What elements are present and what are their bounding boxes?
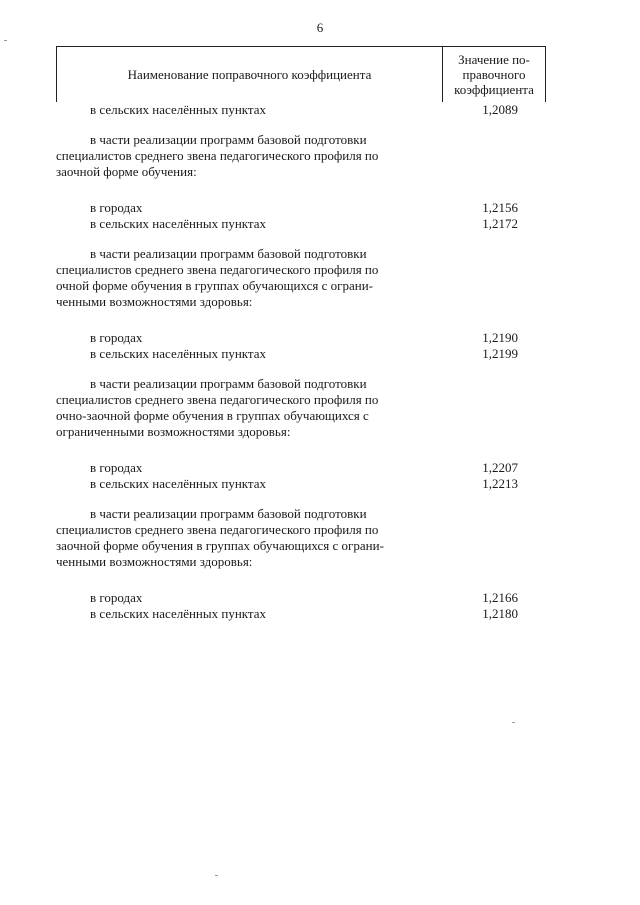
coefficient-row [56,460,546,476]
row-label: в сельских населённых пунктах [90,346,267,361]
column-header-value-line: коэффициента [454,82,534,97]
column-header-value [443,52,545,97]
scan-speck [4,40,7,41]
row-value: 1,2089 [482,102,518,117]
description-line: ограниченными возможностями здоровья: [56,424,291,439]
coefficient-row [56,476,546,492]
row-label: в городах [90,590,143,605]
row-label: в сельских населённых пунктах [90,216,267,231]
column-header-value-line: Значение по- [458,52,530,67]
row-value: 1,2199 [482,346,518,361]
section-description [56,246,444,310]
scan-speck [512,722,515,723]
scan-speck [215,875,218,876]
coefficient-row [56,606,546,622]
row-label: в сельских населённых пунктах [90,102,267,117]
section-description [56,132,444,180]
row-label: в сельских населённых пунктах [90,476,267,491]
description-line: в части реализации программ базовой подготовки [90,506,367,521]
coefficient-row [56,330,546,346]
column-header-name: Наименование поправочного коэффициента [127,67,372,82]
row-value: 1,2156 [482,200,518,215]
description-line: специалистов среднего звена педагогического профиля по [56,262,379,277]
description-line: очно-заочной форме обучения в группах обучающихся с [56,408,369,423]
row-label: в сельских населённых пунктах [90,606,267,621]
row-label: в городах [90,460,143,475]
description-line: очной форме обучения в группах обучающихся с ограни- [56,278,373,293]
coefficient-list [56,102,546,622]
description-line: специалистов среднего звена педагогического профиля по [56,522,379,537]
section-description [56,506,444,570]
row-value: 1,2172 [482,216,518,231]
row-label: в городах [90,200,143,215]
table-header [56,46,546,102]
coefficient-row [56,590,546,606]
description-line: в части реализации программ базовой подготовки [90,132,367,147]
description-line: заочной форме обучения в группах обучающихся с ограни- [56,538,384,553]
row-label: в городах [90,330,143,345]
description-line: ченными возможностями здоровья: [56,294,253,309]
description-line: специалистов среднего звена педагогического профиля по [56,148,379,163]
coefficient-row [56,346,546,362]
row-value: 1,2190 [482,330,518,345]
coefficient-row [56,200,546,216]
description-line: заочной форме обучения: [56,164,197,179]
page-number: 6 [316,20,324,35]
row-value: 1,2180 [482,606,518,621]
row-value: 1,2207 [482,460,518,475]
description-line: специалистов среднего звена педагогического профиля по [56,392,379,407]
description-line: ченными возможностями здоровья: [56,554,253,569]
description-line: в части реализации программ базовой подготовки [90,376,367,391]
description-line: в части реализации программ базовой подготовки [90,246,367,261]
row-value: 1,2213 [482,476,518,491]
column-header-value-line: правочного [462,67,526,82]
coefficient-row [56,102,546,118]
section-description [56,376,444,440]
coefficient-row [56,216,546,232]
row-value: 1,2166 [482,590,518,605]
